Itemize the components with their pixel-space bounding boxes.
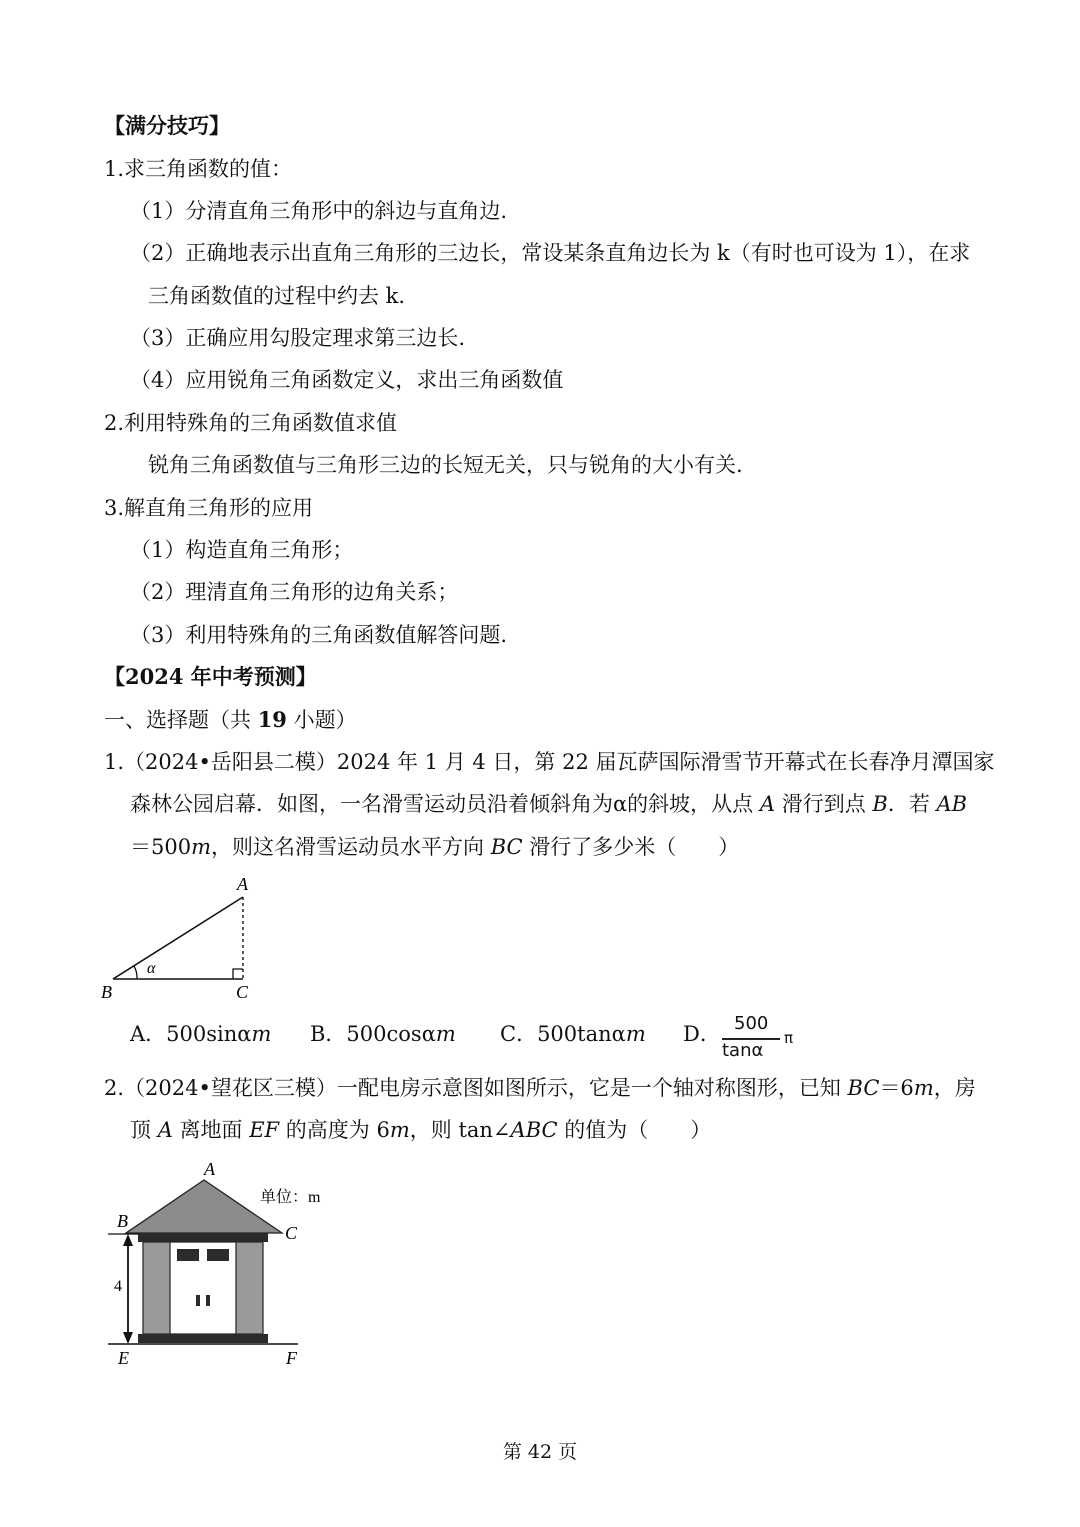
q2-label-b: B: [117, 1211, 128, 1231]
q1-label-a: A: [237, 874, 248, 894]
section-prefix: 一、选择题（共: [104, 708, 258, 732]
q1-line-1: 1.（2024•岳阳县二模）2024 年 1 月 4 日，第 22 届瓦萨国际滑雪节开幕式在长春净月潭国家: [104, 750, 995, 774]
forecast-heading: 【2024 年中考预测】: [104, 664, 317, 689]
q2-label-f: F: [286, 1348, 297, 1368]
section-heading: [104, 706, 357, 734]
s3-item-2: （2）理清直角三角形的边角关系；: [130, 580, 459, 604]
q2-l2-text2: 离地面: [172, 1118, 250, 1142]
pi-symbol: π: [784, 1029, 794, 1047]
s1-item-1: （1）分清直角三角形中的斜边与直角边.: [130, 199, 508, 223]
s1-item-4: （4）应用锐角三角函数定义，求出三角函数值: [130, 368, 564, 392]
q2-point-a: A: [157, 1118, 173, 1142]
q1-option-b-unit: m: [435, 1022, 456, 1046]
q2-angle-abc: ABC: [510, 1118, 558, 1142]
q1-label-c: C: [236, 982, 249, 1002]
q2-line-1: [104, 1074, 976, 1102]
q1-label-b: B: [101, 982, 112, 1002]
q1-l3-text2: ，则这名滑雪运动员水平方向: [211, 835, 491, 859]
q2-label-e: E: [118, 1348, 129, 1368]
s3-item-3: （3）利用特殊角的三角函数值解答问题.: [130, 623, 508, 647]
q2-label-c: C: [285, 1223, 298, 1243]
q1-l3-text3: 滑行了多少米（ ）: [522, 835, 740, 859]
q1-option-a[interactable]: [130, 1020, 271, 1048]
q1-l2-text: 森林公园启幕．如图，一名滑雪运动员沿着倾斜角为α的斜坡，从点: [130, 792, 760, 816]
q1-option-c[interactable]: [500, 1020, 646, 1048]
q1-line-3: [130, 833, 739, 861]
section-1-title: 1.求三角函数的值：: [104, 157, 293, 181]
s1-item-3: （3）正确应用勾股定理求第三边长.: [130, 326, 466, 350]
fraction-numerator: 500: [734, 1013, 769, 1034]
q1-segment-ab: AB: [936, 792, 968, 816]
q1-option-c-unit: m: [625, 1022, 646, 1046]
q1-option-d[interactable]: [683, 1020, 721, 1048]
q2-unit: m: [913, 1076, 934, 1100]
q2-unit-2: m: [389, 1118, 410, 1142]
q2-label-a: A: [204, 1159, 215, 1179]
q2-l2-text3: 的高度为 6: [279, 1118, 390, 1142]
q2-segment-ef: EF: [249, 1118, 280, 1142]
q1-option-d-text: D．: [683, 1022, 721, 1046]
q1-option-a-text: A．500sinα: [130, 1022, 252, 1046]
fraction-denominator: tanα: [722, 1040, 764, 1061]
s2-text: 锐角三角函数值与三角形三边的长短无关，只与锐角的大小有关.: [148, 453, 743, 477]
q2-unit-label: 单位：m: [260, 1189, 321, 1206]
q1-triangle-figure: [95, 870, 265, 1005]
q1-option-a-unit: m: [251, 1022, 272, 1046]
section-3-title: 3.解直角三角形的应用: [104, 496, 314, 520]
q1-point-b: B: [872, 792, 888, 816]
q1-l2-text2: 滑行到点: [775, 792, 873, 816]
q2-l1-text: 2.（2024•望花区三模）一配电房示意图如图所示，它是一个轴对称图形，已知: [104, 1076, 848, 1100]
section-2-title: 2.利用特殊角的三角函数值求值: [104, 411, 398, 435]
q1-label-alpha: α: [147, 960, 156, 977]
q1-segment-bc: BC: [490, 835, 523, 859]
q1-option-b[interactable]: [310, 1020, 456, 1048]
question-count: 19: [257, 707, 287, 732]
q2-segment-bc: BC: [847, 1076, 880, 1100]
section-suffix: 小题）: [286, 708, 357, 732]
tips-heading: 【满分技巧】: [104, 113, 230, 138]
q2-l1-text3: ，房: [933, 1076, 976, 1100]
q1-l3-text: ＝500: [130, 835, 192, 859]
q2-line-2: [130, 1116, 711, 1144]
q2-l2-text4: ，则 tan∠: [409, 1118, 511, 1142]
q1-point-a: A: [759, 792, 776, 816]
q1-option-b-text: B．500cosα: [310, 1022, 436, 1046]
q1-line-2: [130, 790, 967, 818]
s3-item-1: （1）构造直角三角形；: [130, 538, 354, 562]
page-number: 第 42 页: [502, 1441, 578, 1463]
q1-l2-text3: ．若: [887, 792, 937, 816]
q2-l2-text5: 的值为（ ）: [557, 1118, 712, 1142]
s1-item-2-cont: 三角函数值的过程中约去 k.: [148, 284, 406, 308]
q2-l1-text2: ＝6: [879, 1076, 914, 1100]
q1-option-d-fraction: [720, 1013, 800, 1063]
q1-unit: m: [191, 835, 212, 859]
q2-height-label: 4: [114, 1278, 122, 1295]
q2-house-figure: [100, 1155, 340, 1370]
q1-option-c-text: C．500tanα: [500, 1022, 626, 1046]
q2-l2-text: 顶: [130, 1118, 158, 1142]
s1-item-2: （2）正确地表示出直角三角形的三边长，常设某条直角边长为 k（有时也可设为 1），在求: [130, 241, 971, 265]
